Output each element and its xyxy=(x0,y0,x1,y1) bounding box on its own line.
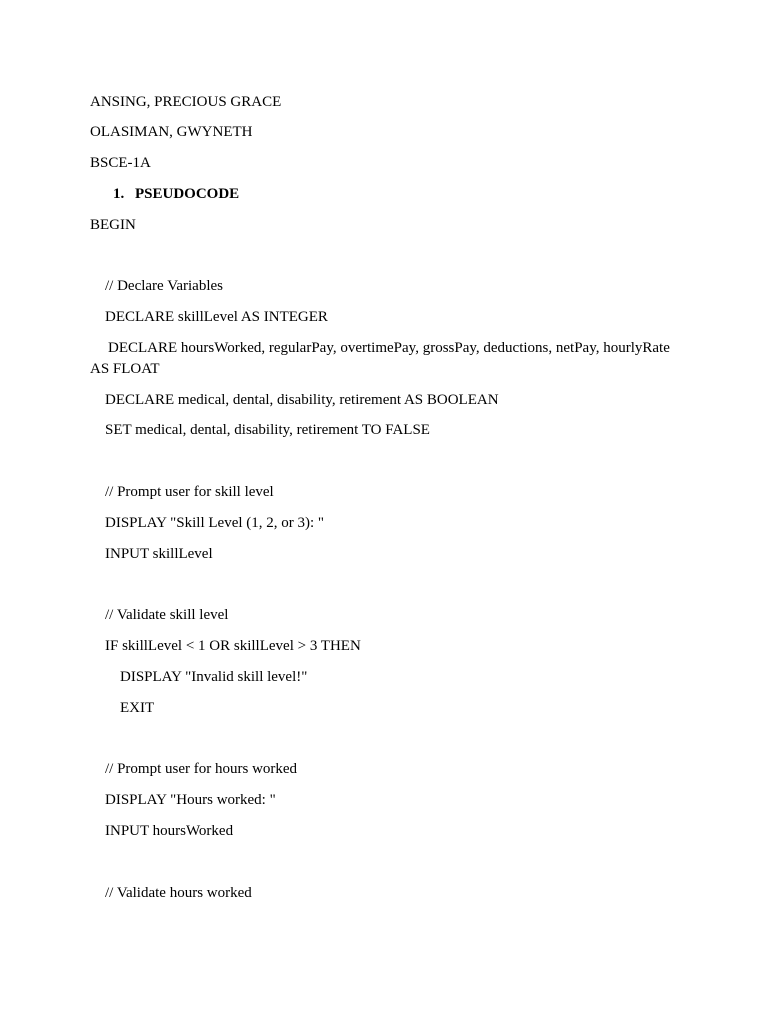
section-label: BSCE-1A xyxy=(90,155,151,171)
declare-float-variables: DECLARE hoursWorked, regularPay, overtimePay, grossPay, deductions, netPay, hourlyRate xyxy=(108,340,670,356)
input-skill-level: INPUT skillLevel xyxy=(105,546,213,562)
display-skill-prompt: DISPLAY "Skill Level (1, 2, or 3): " xyxy=(105,515,325,531)
exit-statement: EXIT xyxy=(120,700,155,716)
display-invalid-skill: DISPLAY "Invalid skill level!" xyxy=(120,669,308,685)
comment-prompt-skill: // Prompt user for skill level xyxy=(105,484,274,500)
set-booleans-false: SET medical, dental, disability, retirement TO FALSE xyxy=(105,422,430,438)
code-begin: BEGIN xyxy=(90,217,136,233)
display-hours-prompt: DISPLAY "Hours worked: " xyxy=(105,792,276,808)
declare-skill-level: DECLARE skillLevel AS INTEGER xyxy=(105,309,328,325)
comment-validate-hours: // Validate hours worked xyxy=(105,885,252,901)
comment-validate-skill: // Validate skill level xyxy=(105,607,229,623)
if-skill-invalid: IF skillLevel < 1 OR skillLevel > 3 THEN xyxy=(105,638,361,654)
comment-declare-variables: // Declare Variables xyxy=(105,278,224,294)
heading-number: 1. xyxy=(113,186,125,202)
input-hours-worked: INPUT hoursWorked xyxy=(105,823,234,839)
section-heading xyxy=(113,184,239,204)
author-name-2: OLASIMAN, GWYNETH xyxy=(90,124,253,140)
comment-prompt-hours: // Prompt user for hours worked xyxy=(105,761,298,777)
declare-boolean-variables: DECLARE medical, dental, disability, retirement AS BOOLEAN xyxy=(105,392,499,408)
heading-title: PSEUDOCODE xyxy=(135,186,240,202)
author-name-1: ANSING, PRECIOUS GRACE xyxy=(90,94,282,110)
declare-float-continuation: AS FLOAT xyxy=(90,361,160,377)
